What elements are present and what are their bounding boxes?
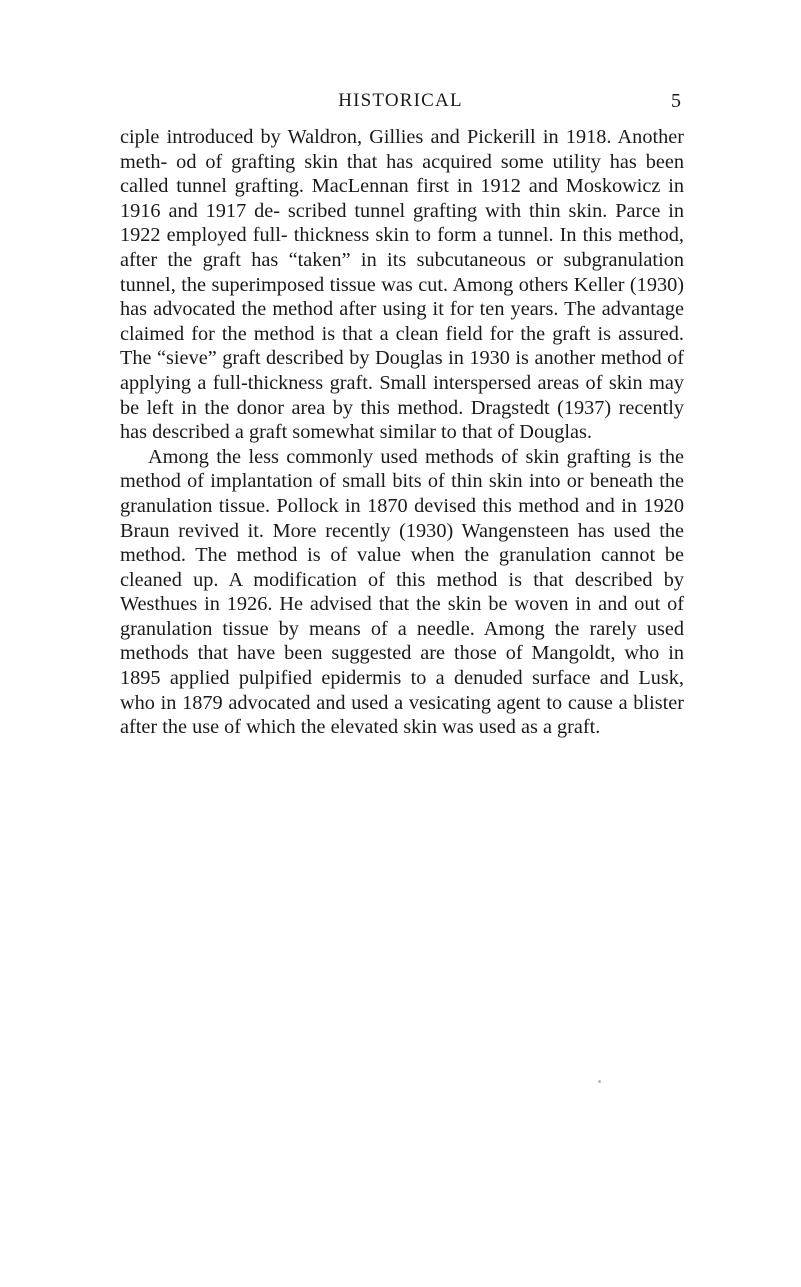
paragraph-implantation-methods: Among the less commonly used methods of skin grafting is the method of implantation of small bits of thin skin into or beneath the granulation tissue. Pollock in 1870 devised this method and in 1920 Braun revived it. More recently (1930) Wangensteen has used the method. The method is of value when the granulation cannot be cleaned up. A modification of this method is that described by Westhues in 1926. He advised that the skin be woven in and out of granulation tissue by means of a needle. Among the rarely used methods that have been suggested are those of Mangoldt, who in 1895 applied pulpified epidermis to a denuded surface and Lusk, who in 1879 advocated and used a vesicating agent to cause a blister after the use of which the elevated skin was used as a graft. <box>120 445 684 739</box>
running-head <box>0 90 801 118</box>
page-number: 5 <box>671 90 681 112</box>
paper-speck <box>598 1080 601 1083</box>
body-text <box>120 125 684 740</box>
running-title: HISTORICAL <box>338 90 463 111</box>
paragraph-continuation: ciple introduced by Waldron, Gillies and Pickerill in 1918. Another meth- od of grafting skin that has acquired some utility has been called tunnel grafting. MacLennan first in 1912 and Moskowicz in 1916 and 1917 de- scribed tunnel grafting with thin skin. Parce in 1922 employed full- thickness skin to form a tunnel. In this method, after the graft has “taken” in its subcutaneous or subgranulation tunnel, the superimposed tissue was cut. Among others Keller (1930) has advocated the method after using it for ten years. The advantage claimed for the method is that a clean field for the graft is assured. The “sieve” graft described by Douglas in 1930 is another method of applying a full-thickness graft. Small interspersed areas of skin may be left in the donor area by this method. Dragstedt (1937) recently has described a graft somewhat similar to that of Douglas. <box>120 126 684 444</box>
